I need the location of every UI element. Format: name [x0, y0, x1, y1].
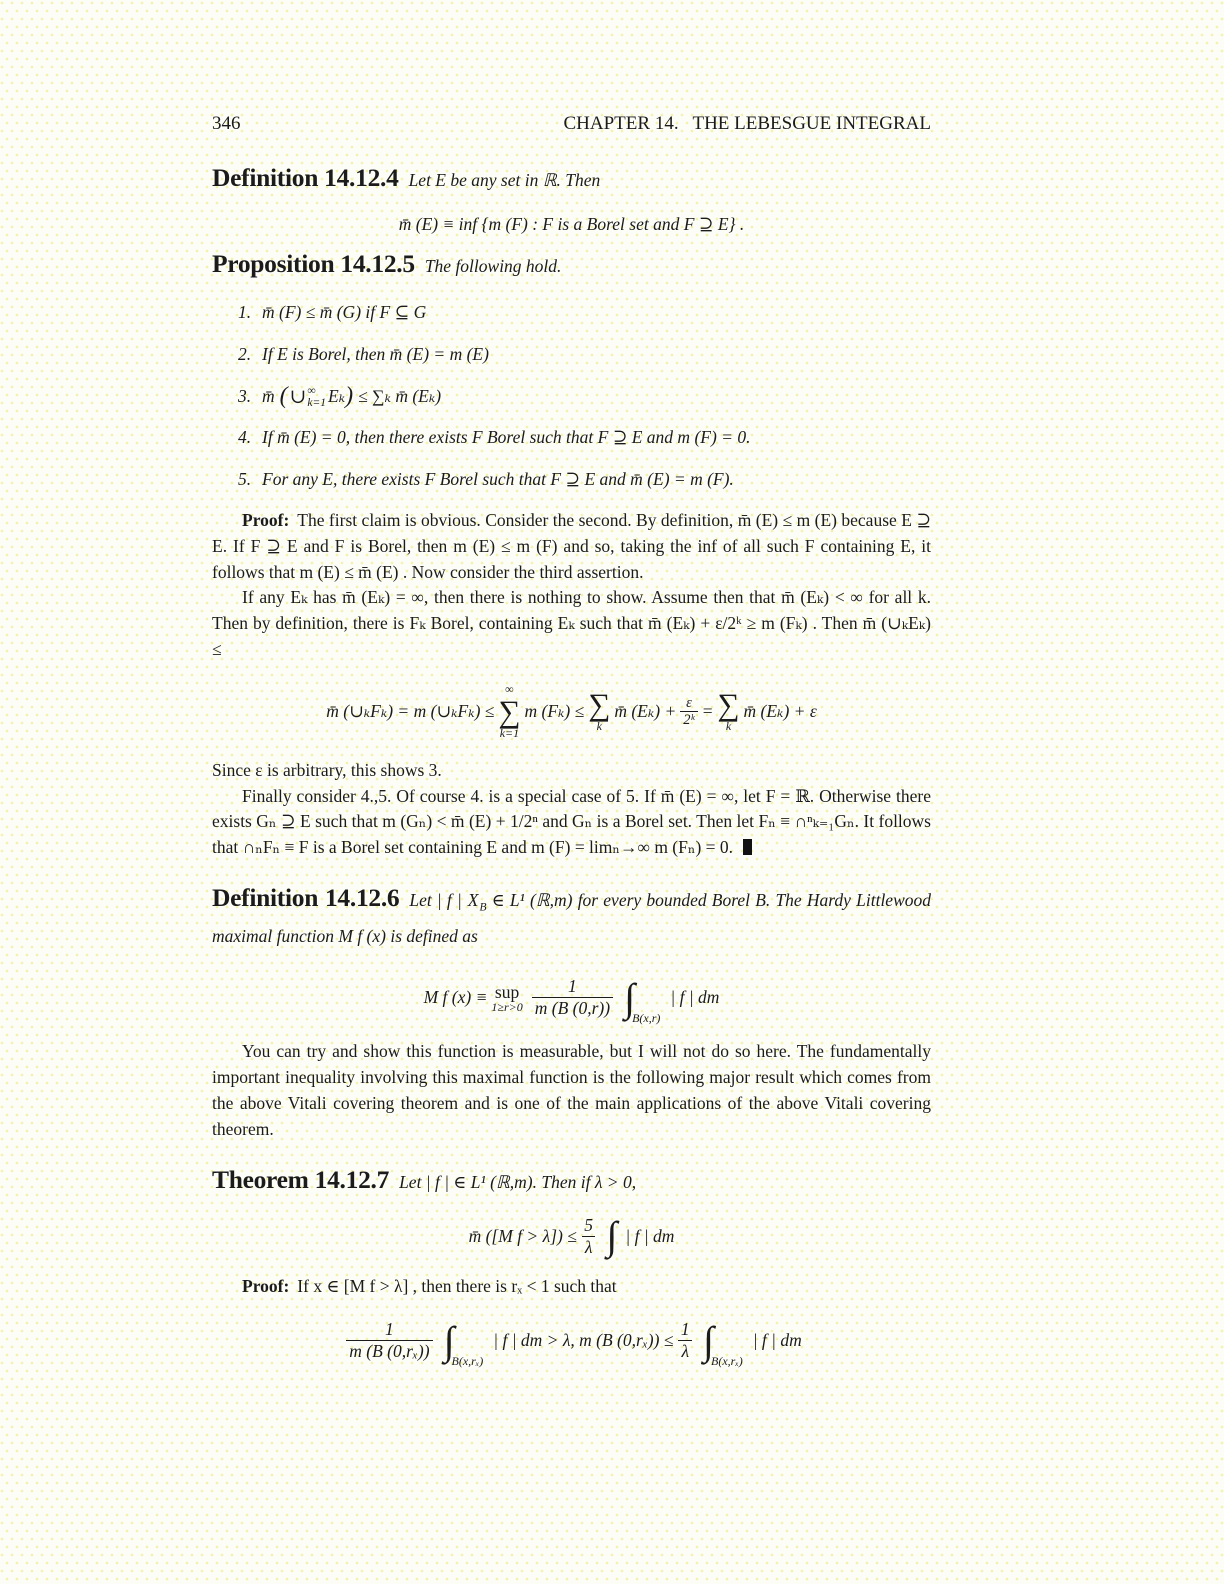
theorem-label: Theorem 14.12.7: [212, 1164, 390, 1194]
fraction-numerator: 1: [680, 1319, 690, 1340]
equation-rhs: | f | dm: [752, 1330, 802, 1351]
sum-operator: [588, 689, 610, 733]
proof-label: Proof:: [242, 510, 290, 530]
integral: [624, 974, 661, 1025]
sup-word: sup: [494, 981, 520, 1002]
equation-lead: m̄ (∪ₖFₖ) = m (∪ₖFₖ) ≤: [326, 700, 495, 721]
sum-lower-limit: k=1: [499, 725, 520, 740]
fraction-denominator: 2ᵏ: [680, 711, 697, 728]
fraction: [346, 1319, 432, 1362]
fraction: [532, 976, 613, 1019]
page-content: [212, 112, 932, 1368]
equation-text: m (Fₖ) ≤: [524, 700, 585, 721]
list-item-2: [212, 341, 931, 367]
proposition-intro: The following hold.: [424, 256, 562, 276]
sigma-sign: ∑: [588, 687, 611, 723]
proof-text: Since ε is arbitrary, this shows 3.: [212, 759, 442, 780]
equation-text: m̄ (Eₖ) + ε: [743, 700, 817, 721]
display-equation-maximal-function: [212, 974, 931, 1025]
equation-lhs: m̄ ([M f > λ]) ≤: [468, 1225, 577, 1246]
mbar: m̄: [262, 386, 275, 406]
script-x-symbol: X: [467, 889, 479, 910]
display-equation-weak-type: [212, 1215, 931, 1258]
item-text: For any E, there exists F Borel such that F ⊇ E and m̄ (E) = m (F).: [262, 468, 734, 489]
item-number: 4.: [238, 426, 252, 447]
fraction: [680, 695, 697, 728]
item-text: m̄ (F) ≤ m̄ (G) if F ⊆ G: [262, 301, 427, 322]
proof-paragraph-2: [212, 585, 931, 662]
paragraph-text: You can try and show this function is measurable, but I will not do so here. The fundamentally important inequality involving this maximal function is the following major result which comes from the above Vitali covering theorem and is one of the main applications of the above Vitali covering theorem.: [212, 1041, 931, 1139]
equation-text: m̄ (Eₖ) +: [614, 700, 677, 721]
sum-upper-limit: ∞: [505, 681, 514, 696]
qed-box: [743, 839, 752, 855]
script-x-subscript: B: [479, 901, 487, 914]
sum-lower-limit: k: [596, 719, 602, 734]
item-number: 5.: [238, 468, 252, 489]
union-lower-limit: k=1: [307, 396, 327, 409]
integral-subscript: B(x,r): [632, 1010, 661, 1025]
proof-paragraph-4: [212, 784, 931, 861]
fraction-denominator: m (B (0,r)): [532, 997, 613, 1019]
union-upper-limit: ∞: [307, 384, 316, 397]
display-equation-outer-measure: [212, 214, 931, 235]
theorem-intro: Let | f | ∈ L¹ (ℝ,m). Then if λ > 0,: [399, 1171, 637, 1192]
definition-label: Definition 14.12.6: [212, 882, 400, 912]
intro-post: ∈ L¹ (ℝ,m) for every bounded Borel B. The Hardy Littlewood maximal function M f (x) is defined as: [212, 889, 932, 947]
proof-2-paragraph: [212, 1274, 931, 1300]
definition-14-12-6-heading: [212, 883, 931, 953]
list-item-3: [212, 383, 931, 410]
integral-subscript: B(x,rₓ): [451, 1353, 484, 1368]
proof-paragraph-3: [212, 758, 931, 784]
item-text-tail: ≤ ∑ₖ m̄ (Eₖ): [358, 386, 442, 406]
intro-pre: Let | f |: [409, 889, 462, 910]
proof-text: If x ∈ [M f > λ] , then there is rₓ < 1 such that: [297, 1275, 617, 1296]
fraction-denominator: λ: [582, 1236, 596, 1258]
integral-sign: ∫: [703, 1317, 714, 1363]
proof-label: Proof:: [242, 1275, 290, 1296]
integral: [443, 1317, 484, 1368]
sup-limits: 1≥r>0: [491, 999, 523, 1014]
item-number: 1.: [238, 301, 252, 322]
equation-rhs: | f | dm: [670, 987, 720, 1008]
integral: [703, 1317, 743, 1368]
integral: [606, 1213, 618, 1259]
sum-lower-limit: k: [725, 719, 732, 734]
fraction: [582, 1215, 596, 1258]
union-limits: [307, 385, 326, 409]
fraction-numerator: 1: [568, 976, 577, 997]
chapter-title: CHAPTER 14. THE LEBESGUE INTEGRAL: [563, 113, 931, 134]
item-number: 2.: [238, 343, 252, 364]
equation-lhs: M f (x) ≡: [423, 987, 488, 1008]
equation-mid: | f | dm > λ, m (B (0,rₓ)) ≤: [493, 1330, 674, 1351]
integral-sign: ∫: [443, 1317, 455, 1363]
definition-intro: Let E be any set in ℝ. Then: [408, 170, 601, 190]
proposition-list: [212, 299, 931, 492]
proof-text: The first claim is obvious. Consider the second. By definition, m̄ (E) ≤ m (E) because E ⊇ E. If F ⊇ E and F is Borel, then m (E) ≤ m (F) and so, taking the inf of all such F containing E, it follows that m (E) ≤ m̄ (E) . Now consider the third assertion.: [212, 510, 931, 582]
equation-rhs: | f | dm: [625, 1225, 675, 1246]
fraction-numerator: 5: [584, 1214, 593, 1235]
sigma-sign: ∑: [717, 687, 740, 723]
union-argument: Eₖ: [328, 386, 346, 406]
sup-operator: [491, 983, 522, 1013]
union-sign: ∪: [289, 386, 307, 408]
fraction-denominator: m (B (0,rₓ)): [346, 1340, 432, 1362]
right-paren: ): [345, 383, 354, 409]
left-paren: (: [279, 383, 288, 409]
theorem-14-12-7-heading: [212, 1165, 931, 1199]
proposition-label: Proposition 14.12.5: [212, 249, 415, 278]
proof-text: Finally consider 4.,5. Of course 4. is a special case of 5. If m̄ (E) = ∞, let F = ℝ. Otherwise there exists Gₙ ⊇ E such that m (Gₙ) < m̄ (E) + 1/2ⁿ and Gₙ is a Borel set. Then let Fₙ ≡ ∩ⁿₖ₌₁Gₙ. It follows that ∩ₙFₙ ≡ F is a Borel set containing E and m (F) = limₙ→∞ m (Fₙ) = 0.: [212, 785, 931, 858]
display-equation-subadditivity: [212, 683, 931, 740]
page-number: 346: [212, 113, 241, 134]
fraction: [678, 1319, 692, 1362]
item-number: 3.: [238, 386, 252, 406]
item-text: If E is Borel, then m̄ (E) = m (E): [262, 343, 489, 364]
list-item-4: [212, 424, 931, 450]
integral-sign: ∫: [606, 1213, 618, 1259]
proposition-14-12-5-heading: [212, 249, 931, 283]
paragraph-measurable: [212, 1039, 931, 1142]
item-text: If m̄ (E) = 0, then there exists F Borel such that F ⊇ E and m (F) = 0.: [262, 426, 751, 447]
item-text: [262, 383, 441, 410]
integral-sign: ∫: [624, 974, 636, 1020]
equation-text: m̄ (E) ≡ inf {m (F) : F is a Borel set and F ⊇ E} .: [398, 214, 745, 234]
fraction-denominator: λ: [678, 1340, 692, 1362]
fraction-numerator: 1: [385, 1319, 394, 1340]
proof-text: If any Eₖ has m̄ (Eₖ) = ∞, then there is nothing to show. Assume then that m̄ (Eₖ) < ∞ for all k. Then by definition, there is Fₖ Borel, containing Eₖ such that m̄ (Eₖ) + ε/2ᵏ ≥ m (Fₖ) . Then m̄ (∪ₖEₖ) ≤: [212, 587, 931, 659]
sigma-sign: ∑: [498, 693, 521, 729]
list-item-5: [212, 466, 931, 492]
list-item-1: [212, 299, 931, 325]
definition-label: Definition 14.12.4: [212, 163, 399, 192]
proof-paragraph-1: [212, 508, 931, 585]
equation-text: =: [701, 700, 714, 721]
running-header: [212, 112, 931, 135]
fraction-numerator: ε: [686, 694, 692, 711]
display-equation-ball-estimate: [212, 1317, 931, 1368]
definition-14-12-4-heading: [212, 163, 931, 197]
sum-operator: [717, 689, 739, 733]
sum-operator: [498, 683, 520, 740]
integral-subscript: B(x,rₓ): [711, 1353, 743, 1368]
